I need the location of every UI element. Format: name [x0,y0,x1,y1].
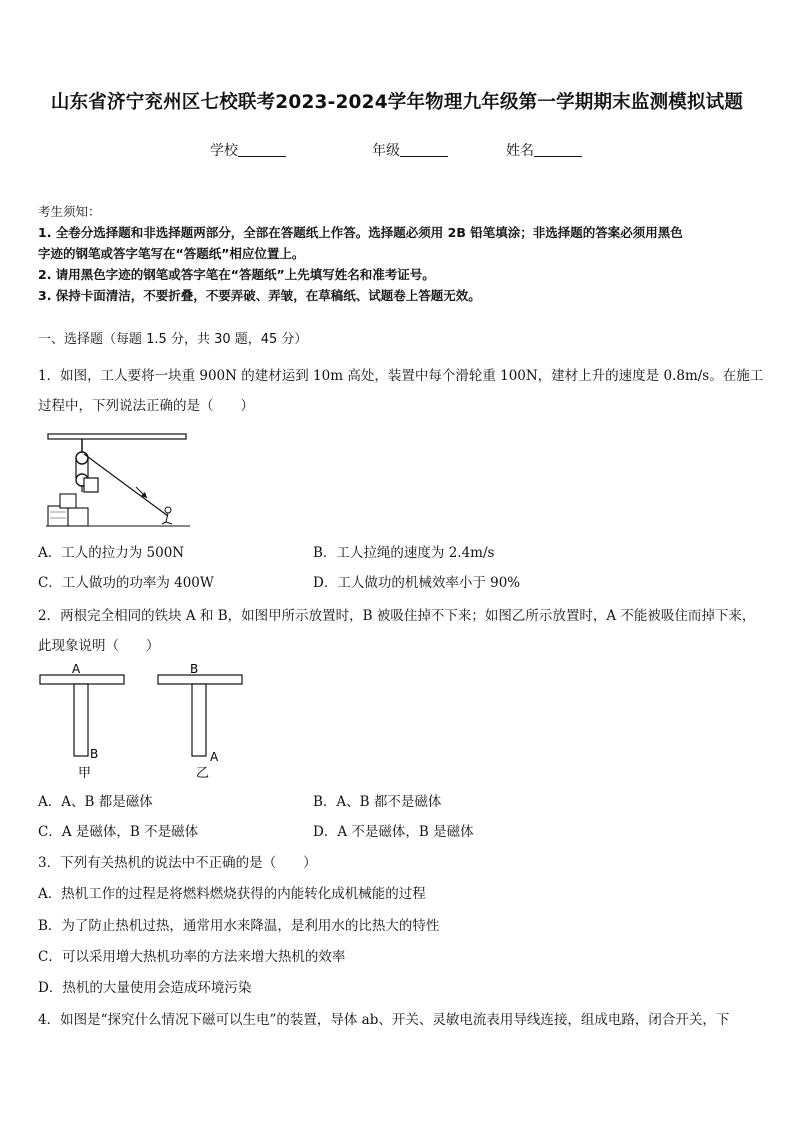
q2-option-d: D．A 不是磁体，B 是磁体 [313,824,474,840]
fig-yi-bottom-label: A [210,750,219,764]
fig-jia-bottom-label: B [90,747,99,761]
name-label: 姓名 [506,143,534,159]
notice-line-1a: 1. 全卷分选择题和非选择题两部分，全部在答题纸上作答。选择题必须用 2B 铅笔填涂；非选择题的答案必须用黑色 [38,225,683,240]
page-title: 山东省济宁兖州区七校联考2023-2024学年物理九年级第一学期期末监测模拟试题 [50,92,744,113]
q1-stem-line1: 1．如图，工人要将一块重 900N 的建材运到 10m 高处，装置中每个滑轮重 100N，建材上升的速度是 0.8m/s。在施工 [38,368,764,384]
school-blank [238,142,286,157]
grade-field [372,140,448,160]
q1-stem-line2: 过程中，下列说法正确的是（ ） [38,398,254,414]
name-field [506,140,582,160]
name-blank [534,142,582,157]
q2-option-a: A．A、B 都是磁体 [38,794,153,810]
q1-option-b: B．工人拉绳的速度为 2.4m/s [313,545,495,561]
q3-option-d: D．热机的大量使用会造成环境污染 [38,980,252,996]
q2-option-b: B．A、B 都不是磁体 [313,794,442,810]
q3-option-c: C．可以采用增大热机功率的方法来增大热机的效率 [38,949,346,965]
q4-stem: 4．如图是“探究什么情况下磁可以生电”的装置，导体 ab、开关、灵敏电流表用导线连接，组成电路，闭合开关，下 [38,1012,730,1028]
q2-stem-line1: 2．两根完全相同的铁块 A 和 B，如图甲所示放置时，B 被吸住掉不下来；如图乙所示放置时，A 不能被吸住而掉下来， [38,608,756,624]
section-heading: 一、选择题（每题 1.5 分，共 30 题，45 分） [38,332,308,347]
notice-line-3: 3. 保持卡面清洁，不要折叠，不要弄破、弄皱，在草稿纸、试题卷上答题无效。 [38,288,481,303]
q3-option-a: A．热机工作的过程是将燃料燃烧获得的内能转化成机械能的过程 [38,886,426,902]
q2-stem-line2: 此现象说明（ ） [38,638,160,654]
school-field [210,140,286,160]
fig-yi-top-label: B [190,662,199,676]
notice-heading: 考生须知： [38,204,101,219]
grade-blank [400,142,448,157]
notice-line-2: 2. 请用黑色字迹的钢笔或答字笔在“答题纸”上先填写姓名和准考证号。 [38,267,435,282]
grade-label: 年级 [372,143,400,159]
fig-jia-caption: 甲 [78,766,92,781]
notice-line-1b: 字迹的钢笔或答字笔写在“答题纸”相应位置上。 [38,246,305,261]
q1-option-c: C．工人做功的功率为 400W [38,575,214,591]
q2-option-c: C．A 是磁体，B 不是磁体 [38,824,199,840]
magnet-figure [36,660,246,782]
school-label: 学校 [210,143,238,159]
fig-yi-caption: 乙 [196,766,210,781]
q1-option-a: A．工人的拉力为 500N [38,545,185,561]
fig-jia-top-label: A [72,662,81,676]
q3-stem: 3．下列有关热机的说法中不正确的是（ ） [38,855,317,871]
q1-option-d: D．工人做功的机械效率小于 90% [313,575,521,591]
pulley-figure [44,430,190,532]
q3-option-b: B．为了防止热机过热，通常用水来降温，是利用水的比热大的特性 [38,918,440,934]
